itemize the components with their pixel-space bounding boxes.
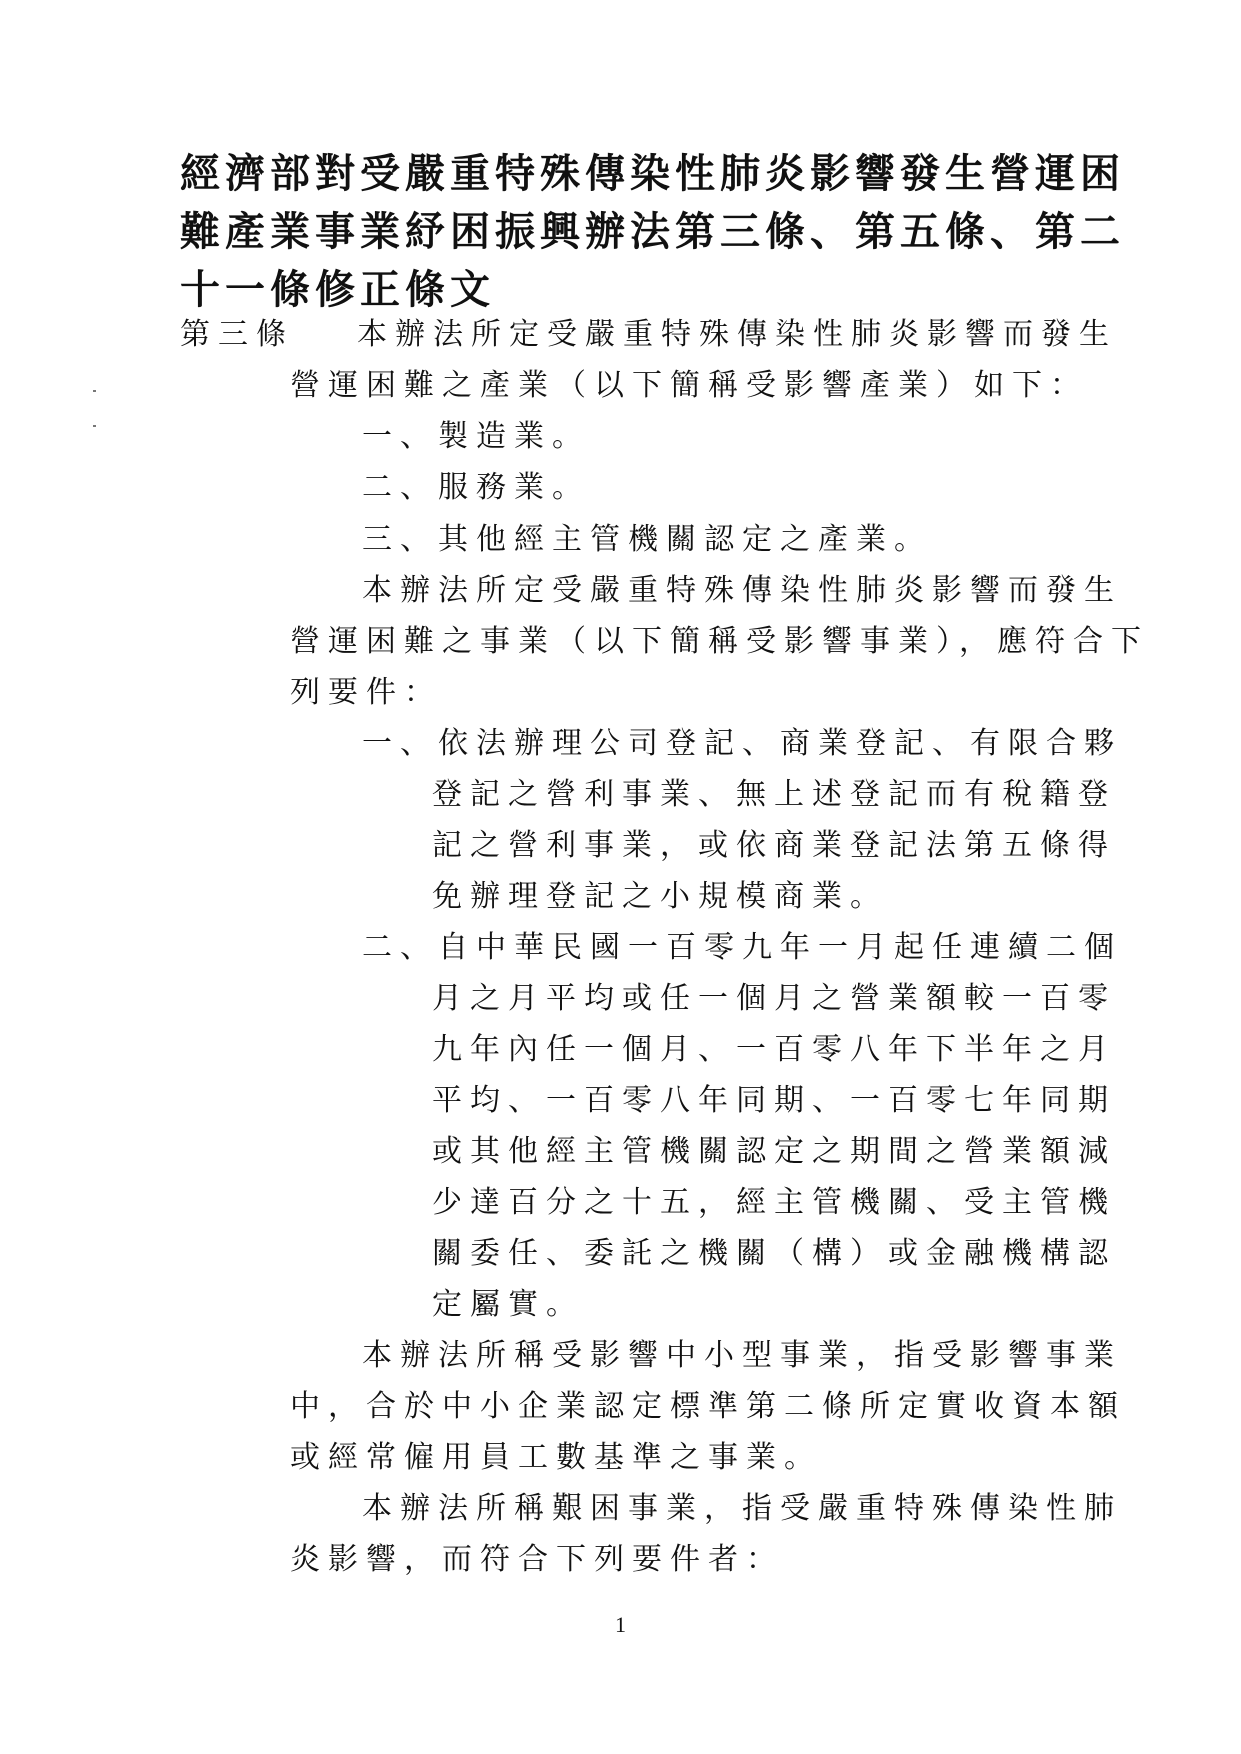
title-line: 十一條修正條文 bbox=[180, 267, 495, 313]
article-paragraph-line: 本辦法所稱艱困事業，指受嚴重特殊傳染性肺 bbox=[362, 1491, 1122, 1526]
list-item-continuation: 登記之營利事業、無上述登記而有稅籍登 bbox=[432, 777, 1116, 812]
article-paragraph-line: 炎影響，而符合下列要件者： bbox=[290, 1542, 784, 1577]
article-paragraph-line: 本辦法所定受嚴重特殊傳染性肺炎影響而發生 bbox=[362, 573, 1122, 608]
list-item: 一、製造業。 bbox=[362, 419, 590, 454]
scan-speck bbox=[93, 425, 96, 427]
article-paragraph-line: 營運困難之產業（以下簡稱受影響產業）如下： bbox=[290, 368, 1088, 403]
article-paragraph-line: 本辦法所稱受影響中小型事業，指受影響事業 bbox=[362, 1338, 1122, 1373]
list-item: 二、自中華民國一百零九年一月起任連續二個 bbox=[362, 930, 1122, 965]
list-item-continuation: 定屬實。 bbox=[432, 1287, 584, 1322]
article-paragraph-line: 或經常僱用員工數基準之事業。 bbox=[290, 1440, 822, 1475]
list-item-continuation: 九年內任一個月、一百零八年下半年之月 bbox=[432, 1032, 1116, 1067]
list-item: 二、服務業。 bbox=[362, 470, 590, 505]
list-item: 三、其他經主管機關認定之產業。 bbox=[362, 522, 932, 557]
title-line: 難產業事業紓困振興辦法第三條、第五條、第二 bbox=[180, 209, 1125, 255]
article-paragraph-line: 本辦法所定受嚴重特殊傳染性肺炎影響而發生 bbox=[357, 317, 1117, 352]
list-item-continuation: 關委任、委託之機關（構）或金融機構認 bbox=[432, 1236, 1116, 1271]
article-label: 第三條 bbox=[180, 317, 294, 352]
list-item: 一、依法辦理公司登記、商業登記、有限合夥 bbox=[362, 726, 1122, 761]
title-line: 經濟部對受嚴重特殊傳染性肺炎影響發生營運困 bbox=[180, 151, 1125, 197]
list-item-continuation: 免辦理登記之小規模商業。 bbox=[432, 879, 888, 914]
list-item-continuation: 月之月平均或任一個月之營業額較一百零 bbox=[432, 981, 1116, 1016]
scan-speck bbox=[93, 390, 96, 392]
article-paragraph-line: 列要件： bbox=[290, 675, 442, 710]
list-item-continuation: 或其他經主管機關認定之期間之營業額減 bbox=[432, 1134, 1116, 1169]
article-paragraph-line: 營運困難之事業（以下簡稱受影響事業），應符合下 bbox=[290, 624, 1149, 659]
article-paragraph-line: 中，合於中小企業認定標準第二條所定實收資本額 bbox=[290, 1389, 1126, 1424]
list-item-continuation: 少達百分之十五，經主管機關、受主管機 bbox=[432, 1185, 1116, 1220]
list-item-continuation: 平均、一百零八年同期、一百零七年同期 bbox=[432, 1083, 1116, 1118]
page-number: 1 bbox=[615, 1612, 626, 1637]
list-item-continuation: 記之營利事業，或依商業登記法第五條得 bbox=[432, 828, 1116, 863]
